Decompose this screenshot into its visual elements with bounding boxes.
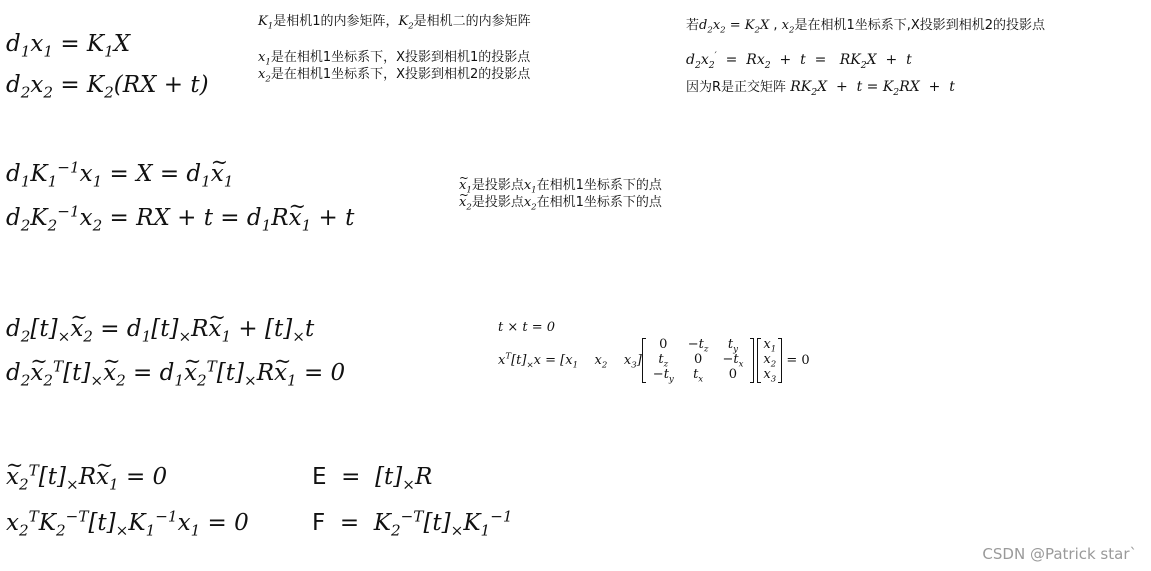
- note-x1-proj: $x_1$是在相机1坐标系下，X投影到相机1的投影点: [258, 50, 531, 68]
- label-E: E: [312, 464, 327, 490]
- note-tilde-x1: ~ $x_1$是投影点$x_1$在相机1坐标系下的点: [459, 177, 662, 195]
- note-x2-text: 是在相机1坐标系下，X投影到相机2的投影点: [270, 67, 531, 82]
- eq-d2x2: $d_2x_2 = K_2(RX + t)$: [6, 72, 209, 102]
- eq-d2x2-prime: $d_2x_2' = Rx_2 + t = RK_2X + t$: [686, 50, 912, 71]
- note-tilde-x2: ~ $x_2$是投影点$x_2$在相机1坐标系下的点: [459, 194, 662, 212]
- eq-d1-kinv-x1: $d_1K_1^{-1}x_1 = X$ = $d_1\sim$ $x_1$: [6, 163, 233, 186]
- watermark: CSDN @Patrick star`: [982, 545, 1137, 563]
- note-if: 若$d_2x_2 = K_2X$ , $x_2$是在相机1坐标系下,X投影到相机2的投影点: [686, 18, 1046, 36]
- note-tilde-x1-text: 是投影点: [471, 178, 524, 193]
- note-tilde-x2-rest: 在相机1坐标系下的点: [536, 195, 662, 210]
- note-k1-text: 是相机1的内参矩阵，: [273, 14, 399, 29]
- eq-epipolar-2: $x_2^TK_2^{-T}[t]_\times K_1^{-1}x_1 = 0$: [6, 507, 249, 540]
- note-if-rest: 是在相机1坐标系下,X投影到相机2的投影点: [794, 18, 1046, 33]
- note-because: 因为R是正交矩阵 $RK_2X + t = K_2RX + t$: [686, 79, 955, 98]
- eq-d2-kinv-x2: $d_2K_2^{-1}x_2$ = RX + $t = d_1R\sim$ $x_1 + t$: [6, 207, 354, 230]
- note-x2-proj: $x_2$是在相机1坐标系下，X投影到相机2的投影点: [258, 67, 531, 85]
- eq-quadratic-form: $x^T[t]_\times x = [x_1$ $x_2$ $x_3$] 0 $-t_z$ $t_y$ $t_z$ 0 $-t_x$ $-t_y$ $t_x$ 0 $x_1$ $x_2$ $x_3$ = 0: [498, 337, 810, 385]
- note-x1-text: 是在相机1坐标系下，X投影到相机1的投影点: [270, 50, 531, 65]
- eq-epipolar-1: ~ $x_2^T[t]_\times R\sim$ $x_1 = 0$: [6, 466, 167, 489]
- eq-cross-2: $d_2\sim$ $x_2^T[t]_\times\sim$ $x_2$ = $d_1\sim$ $x_2^T[t]_\times R\sim$ $x_1 = 0$: [6, 362, 345, 385]
- skew-matrix: 0 $-t_z$ $t_y$ $t_z$ 0 $-t_x$ $-t_y$ $t_x$ 0: [642, 338, 755, 383]
- x-vector: $x_1$ $x_2$ $x_3$: [757, 338, 782, 383]
- eq-d1x1: $d_1x_1 = K_1X$: [6, 31, 131, 61]
- eq-cross-1: $d_2[t]_\times\sim$ $x_2$ = $d_1[t]_\times R\sim$ $x_1 + [t]_\times t$: [6, 318, 314, 341]
- label-F: F: [312, 510, 326, 536]
- note-k2-text: 是相机二的内参矩阵: [413, 14, 531, 29]
- note-because-text: 因为R是正交矩阵: [686, 80, 787, 95]
- eq-essential: $E = [t]_\times R$: [312, 464, 433, 494]
- note-if-word: 若: [686, 18, 700, 33]
- eq-fundamental: $F = K_2^{-T}[t]_\times K_1^{-1}$: [312, 507, 513, 540]
- note-k-intrinsic: $K_1$是相机1的内参矩阵，$K_2$是相机二的内参矩阵: [258, 14, 531, 32]
- note-tilde-x2-text: 是投影点: [471, 195, 524, 210]
- eq-txt: t × t = 0: [498, 320, 556, 335]
- note-tilde-x1-rest: 在相机1坐标系下的点: [536, 178, 662, 193]
